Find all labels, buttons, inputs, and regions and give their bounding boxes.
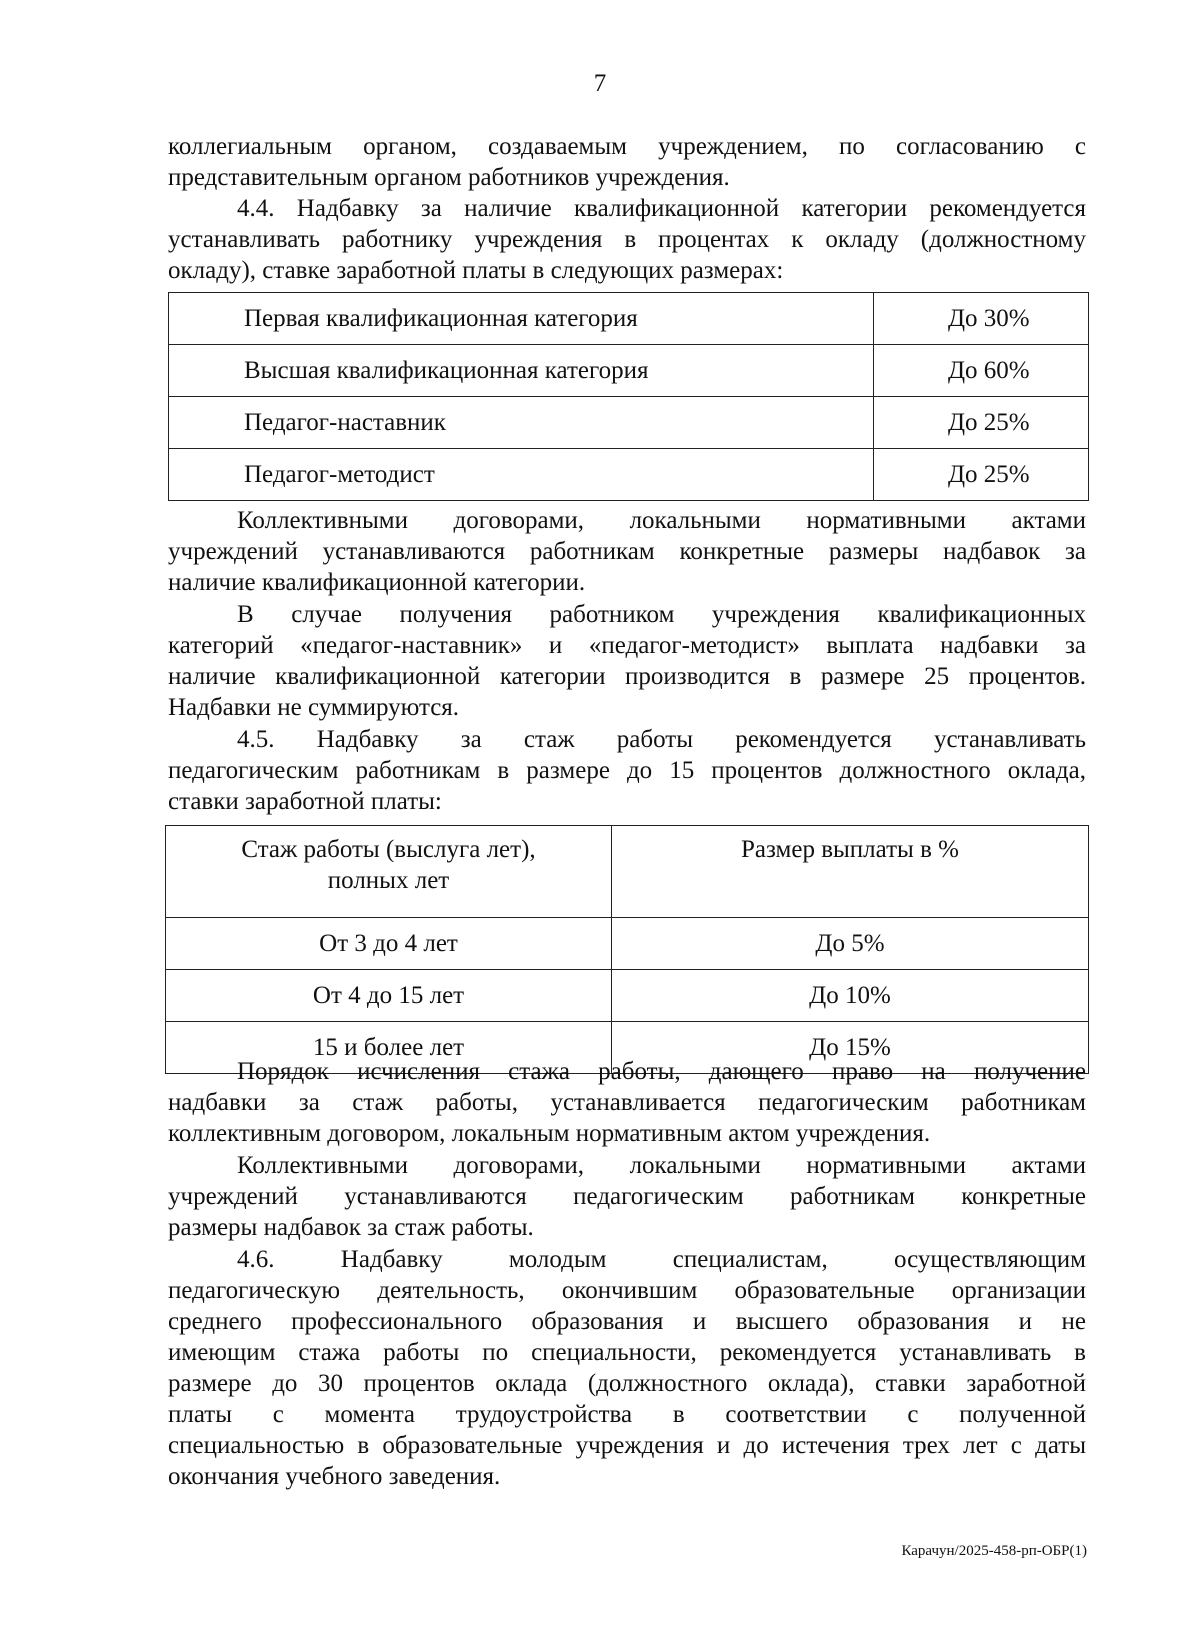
table-cell: Педагог-методист: [169, 449, 874, 501]
table-cell: До 10%: [612, 970, 1089, 1022]
paragraph-line: Коллективными договорами, локальными нормативными актами: [237, 507, 1086, 534]
paragraph-line: имеющим стажа работы по специальности, рекомендуется устанавливать в: [168, 1339, 1086, 1366]
table-cell: До 5%: [612, 918, 1089, 970]
table-cell: До 25%: [874, 397, 1089, 449]
paragraph-line: коллегиальным органом, создаваемым учреждением, по согласованию с: [168, 133, 1086, 160]
table-row: [166, 918, 1089, 970]
table-header-cell: [166, 826, 612, 918]
paragraph-line: учреждений устанавливаются педагогическим работникам конкретные: [168, 1183, 1086, 1210]
table-cell: Первая квалификационная категория: [169, 293, 874, 345]
table-row: [169, 293, 1089, 345]
page-number: 7: [593, 70, 607, 97]
table-header-cell: Размер выплаты в %: [612, 826, 1089, 918]
table-cell: До 15%: [612, 1022, 1089, 1074]
header-line: полных лет: [327, 867, 450, 894]
paragraph-line: наличие квалификационной категории производится в размере 25 процентов.: [168, 663, 1086, 690]
paragraph-line: ставки заработной платы:: [168, 788, 442, 815]
table-row: [166, 970, 1089, 1022]
table-cell: Высшая квалификационная категория: [169, 345, 874, 397]
paragraph-line: педагогическим работникам в размере до 15 процентов должностного оклада,: [168, 757, 1086, 784]
table-cell: 15 и более лет: [166, 1022, 612, 1074]
paragraph-line: В случае получения работником учреждения квалификационных: [237, 601, 1086, 628]
table-cell: До 30%: [874, 293, 1089, 345]
paragraph-line: категорий «педагог-наставник» и «педагог-методист» выплата надбавки за: [168, 632, 1086, 659]
paragraph-line: Порядок исчисления стажа работы, дающего право на получение: [237, 1058, 1086, 1085]
document-code: Карачун/2025-458-рп-ОБР(1): [901, 1543, 1087, 1559]
header-line: Стаж работы (выслуга лет),: [241, 836, 536, 863]
paragraph-line: Надбавки не суммируются.: [168, 694, 460, 721]
paragraph-line: надбавки за стаж работы, устанавливается педагогическим работникам: [168, 1089, 1086, 1116]
paragraph-line: окончания учебного заведения.: [168, 1463, 501, 1490]
paragraph-line: платы с момента трудоустройства в соответствии с полученной: [168, 1401, 1086, 1428]
table-cell: Педагог-наставник: [169, 397, 874, 449]
table-cell: До 60%: [874, 345, 1089, 397]
paragraph-line: 4.6. Надбавку молодым специалистам, осуществляющим: [237, 1246, 1086, 1273]
table-header-row: [166, 826, 1089, 918]
paragraph-line: представительным органом работников учреждения.: [168, 164, 730, 191]
table-cell: От 4 до 15 лет: [166, 970, 612, 1022]
paragraph-line: 4.5. Надбавку за стаж работы рекомендуется устанавливать: [237, 726, 1086, 753]
paragraph-line: учреждений устанавливаются работникам конкретные размеры надбавок за: [168, 538, 1086, 565]
table-cell: От 3 до 4 лет: [166, 918, 612, 970]
seniority-table: [165, 825, 1089, 1074]
paragraph-line: размере до 30 процентов оклада (должностного оклада), ставки заработной: [168, 1370, 1086, 1397]
paragraph-line: размеры надбавок за стаж работы.: [168, 1214, 534, 1241]
paragraph-line: среднего профессионального образования и высшего образования и не: [168, 1308, 1086, 1335]
paragraph-line: педагогическую деятельность, окончившим образовательные организации: [168, 1277, 1086, 1304]
table-row: [169, 449, 1089, 501]
paragraph-line: Коллективными договорами, локальными нормативными актами: [237, 1152, 1086, 1179]
table-row: [169, 345, 1089, 397]
paragraph-line: наличие квалификационной категории.: [168, 569, 586, 596]
table-row: [169, 397, 1089, 449]
paragraph-line: специальностью в образовательные учреждения и до истечения трех лет с даты: [168, 1432, 1086, 1459]
paragraph-line: 4.4. Надбавку за наличие квалификационной категории рекомендуется: [237, 195, 1086, 222]
paragraph-line: коллективным договором, локальным нормативным актом учреждения.: [168, 1120, 931, 1147]
paragraph-line: окладу), ставке заработной платы в следующих размерах:: [168, 257, 784, 284]
qualification-table: [168, 292, 1089, 501]
table-cell: До 25%: [874, 449, 1089, 501]
paragraph-line: устанавливать работнику учреждения в процентах к окладу (должностному: [168, 226, 1086, 253]
